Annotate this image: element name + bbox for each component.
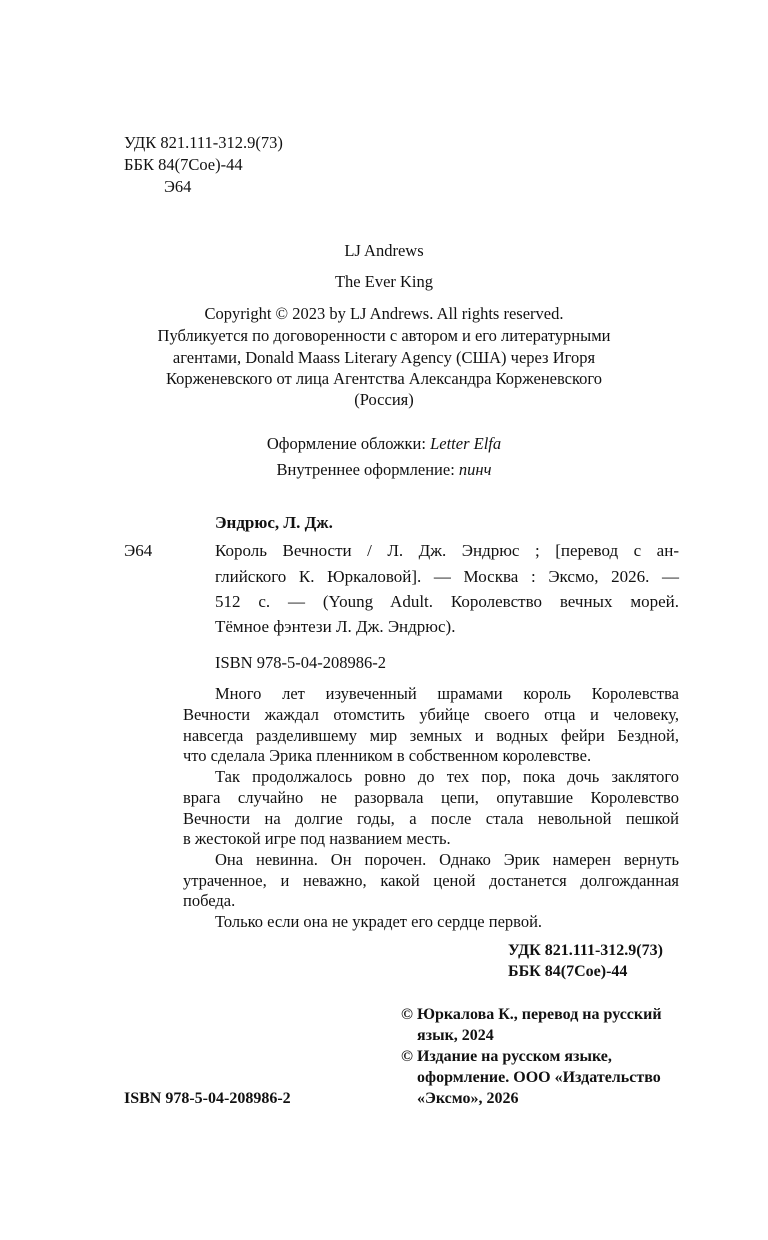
bbk-code: ББК 84(7Сое)-44 bbox=[124, 155, 243, 174]
original-author: LJ Andrews bbox=[344, 241, 424, 260]
annotation-line: Только если она не украдет его сердце первой. bbox=[215, 912, 543, 931]
catalog-description-line: Король Вечности / Л. Дж. Эндрюс ; [перевод с ан- bbox=[215, 541, 679, 560]
annotation-line: Так продолжалось ровно до тех пор, пока дочь заклятого bbox=[215, 767, 679, 786]
bottom-bbk-code: ББК 84(7Сое)-44 bbox=[508, 963, 628, 980]
catalog-description-line: глийского К. Юркаловой]. — Москва : Эксмо, 2026. — bbox=[215, 567, 679, 586]
annotation-line: утраченное, и неважно, какой ценой достанется долгожданная bbox=[183, 871, 679, 890]
annotation-line: что сделала Эрика пленником в собственном королевстве. bbox=[183, 746, 592, 765]
annotation-line: Много лет изувеченный шрамами король Королевства bbox=[215, 684, 679, 703]
interior-design-credit bbox=[0, 459, 768, 481]
annotation-line: навсегда разделившему мир земных и водных фейри Бездной, bbox=[183, 726, 679, 745]
udk-code: УДК 821.111-312.9(73) bbox=[124, 133, 283, 152]
catalog-description-line: Тёмное фэнтези Л. Дж. Эндрюс). bbox=[215, 617, 456, 636]
original-title: The Ever King bbox=[334, 272, 434, 291]
agreement-line: Публикуется по договоренности с автором и его литературными bbox=[157, 326, 611, 345]
agreement-line: агентами, Donald Maass Literary Agency (США) через Игоря bbox=[172, 348, 596, 367]
annotation-line: Вечности жаждал отомстить убийце своего отца и человеку, bbox=[183, 705, 679, 724]
annotation-line: Вечности на долгие годы, а после стала невольной пешкой bbox=[183, 809, 679, 828]
annotation-line: врага случайно не разорвала цепи, опутавшие Королевство bbox=[183, 788, 679, 807]
annotation-line: победа. bbox=[183, 891, 236, 910]
interior-designer: пинч bbox=[458, 460, 492, 479]
edition-copyright: оформление. ООО «Издательство bbox=[417, 1069, 661, 1086]
interior-design-label: Внутреннее оформление: bbox=[276, 460, 459, 479]
translation-copyright: язык, 2024 bbox=[417, 1027, 494, 1044]
catalog-isbn: ISBN 978-5-04-208986-2 bbox=[215, 653, 386, 672]
agreement-line: Корженевского от лица Агентства Александра Корженевского bbox=[165, 369, 603, 388]
edition-copyright: «Эксмо», 2026 bbox=[417, 1090, 519, 1107]
cover-designer: Letter Elfa bbox=[430, 434, 502, 453]
annotation-line: в жестокой игре под названием месть. bbox=[183, 829, 451, 848]
copyright-line: Copyright © 2023 by LJ Andrews. All rights reserved. bbox=[204, 304, 564, 323]
cover-design-credit bbox=[0, 433, 768, 455]
edition-copyright: © Издание на русском языке, bbox=[401, 1048, 612, 1065]
agreement-line: (Россия) bbox=[354, 390, 414, 409]
translation-copyright: © Юркалова К., перевод на русский bbox=[401, 1006, 662, 1023]
cover-design-label: Оформление обложки: bbox=[266, 434, 431, 453]
isbn-bottom: ISBN 978-5-04-208986-2 bbox=[124, 1090, 291, 1107]
author-mark: Э64 bbox=[164, 177, 192, 196]
bottom-udk-code: УДК 821.111-312.9(73) bbox=[508, 942, 663, 959]
catalog-description-line: 512 с. — (Young Adult. Королевство вечных морей. bbox=[215, 592, 679, 611]
catalog-author-mark: Э64 bbox=[124, 541, 153, 560]
catalog-heading: Эндрюс, Л. Дж. bbox=[215, 513, 333, 532]
annotation-line: Она невинна. Он порочен. Однако Эрик намерен вернуть bbox=[215, 850, 679, 869]
